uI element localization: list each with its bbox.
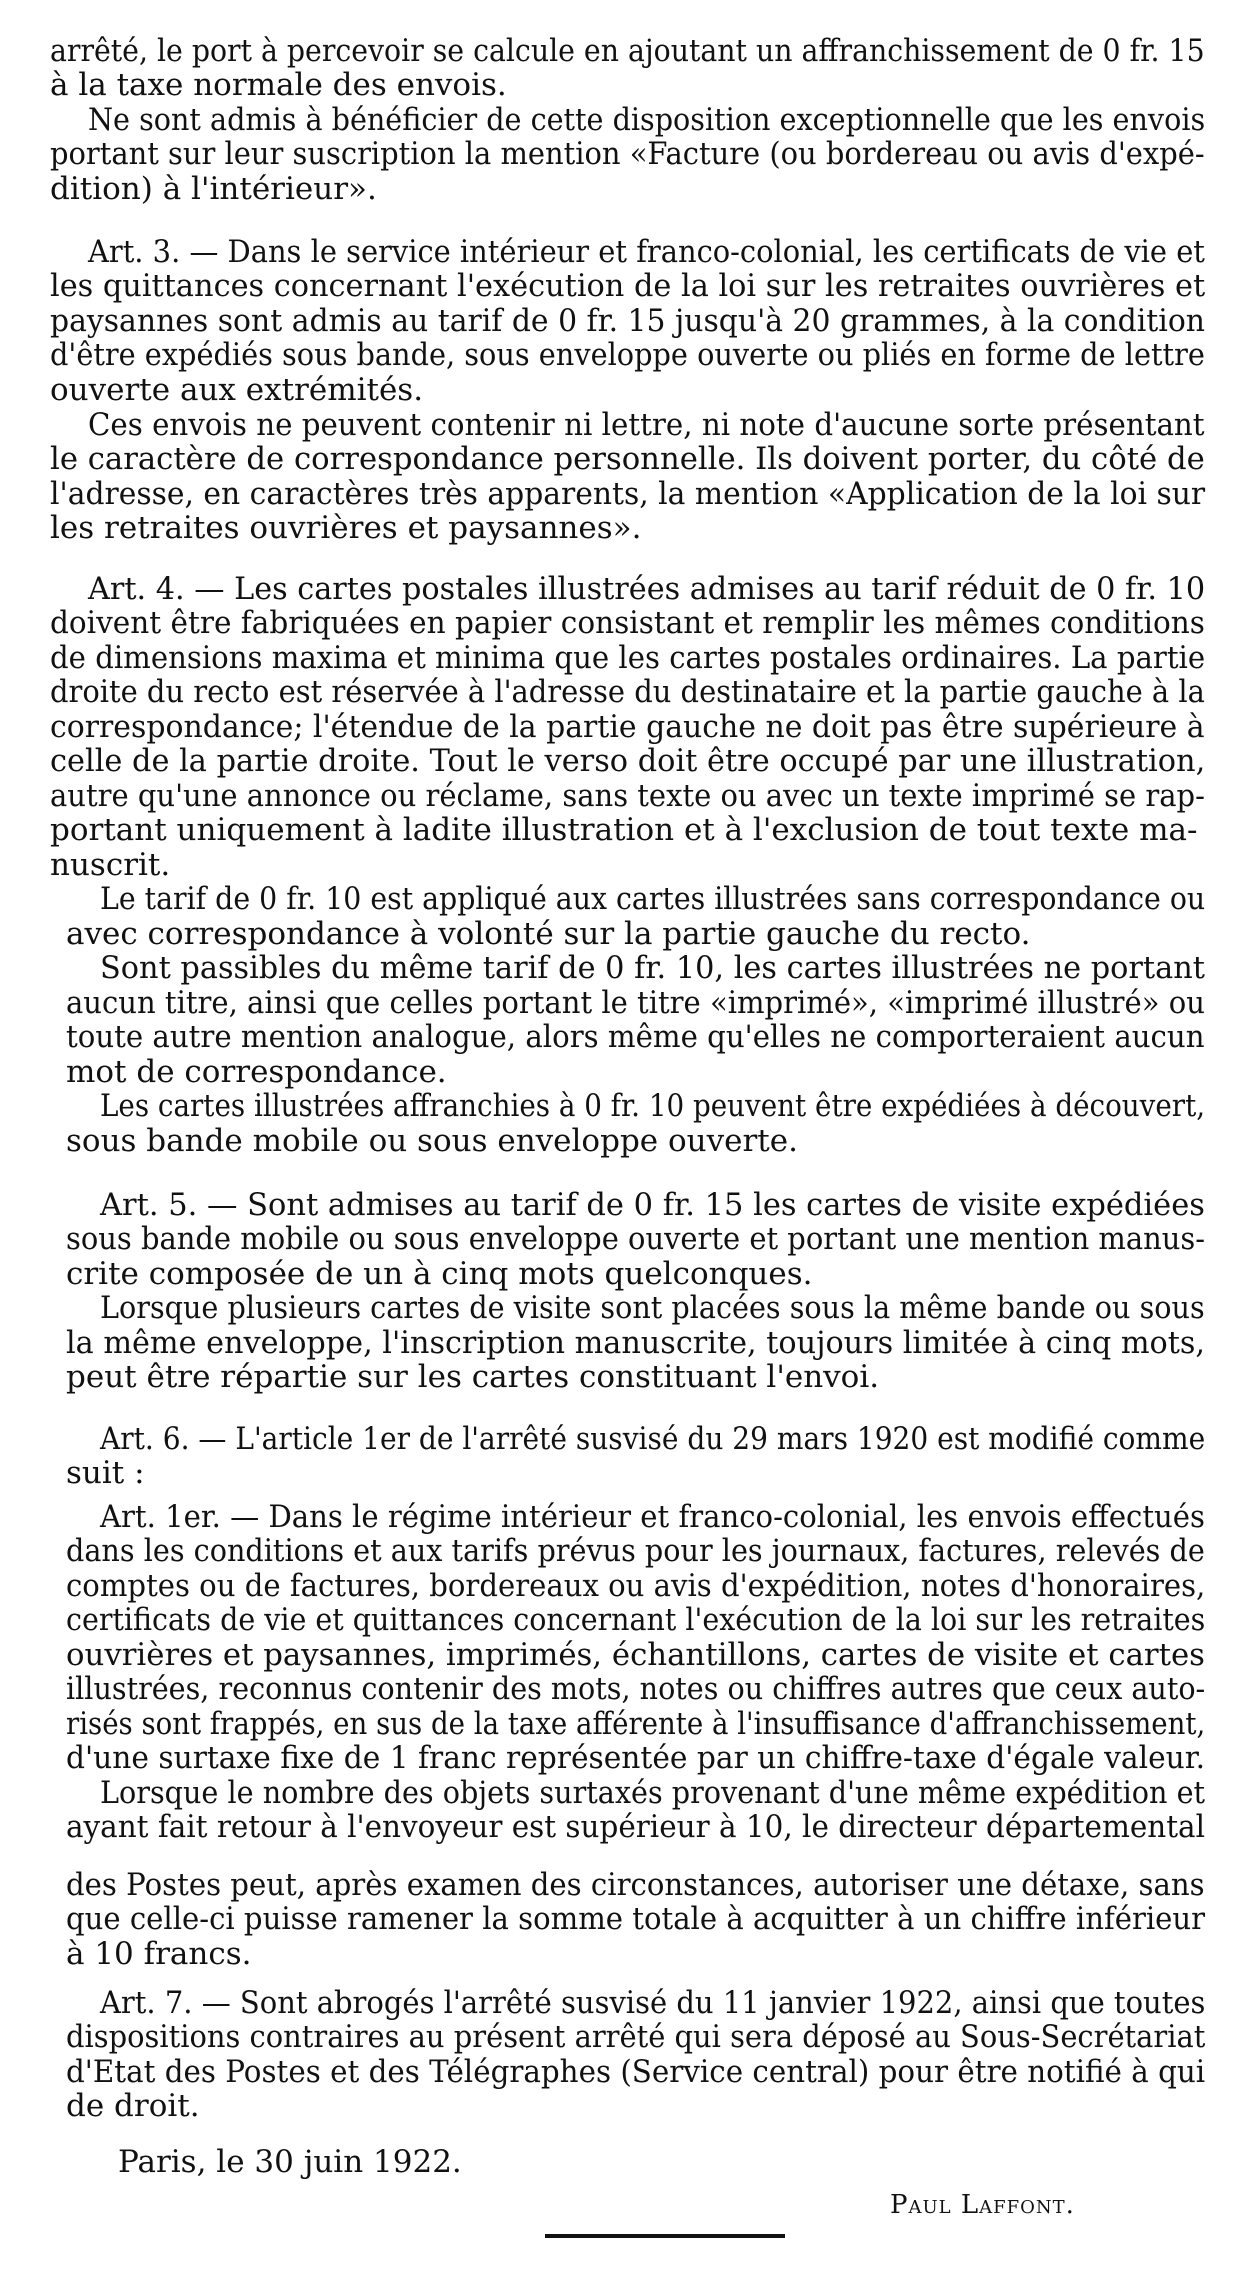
- closing-rule: [545, 2234, 785, 2238]
- text-line: que celle-ci puisse ramener la somme totale à acquitter à un chiffre inférieur: [66, 1901, 1206, 1937]
- text-line: à 10 francs.: [66, 1936, 252, 1972]
- text-line: Sont passibles du même tarif de 0 fr. 10, les cartes illustrées ne portant: [100, 950, 1205, 986]
- text-line: arrêté, le port à percevoir se calcule en ajoutant un affranchissement de 0 fr. 15: [50, 33, 1205, 69]
- text-line: Le tarif de 0 fr. 10 est appliqué aux cartes illustrées sans correspondance ou: [100, 881, 1206, 917]
- text-line: les retraites ouvrières et paysannes».: [50, 510, 642, 546]
- text-line: avec correspondance à volonté sur la partie gauche du recto.: [66, 916, 1031, 952]
- text-line: portant sur leur suscription la mention «Facture (ou bordereau ou avis d'expé-: [50, 136, 1205, 172]
- text-line: l'adresse, en caractères très apparents, la mention «Application de la loi sur: [50, 476, 1206, 512]
- text-line: peut être répartie sur les cartes constituant l'envoi.: [66, 1359, 880, 1395]
- text-line: d'être expédiés sous bande, sous enveloppe ouverte ou pliés en forme de lettre: [50, 337, 1205, 373]
- text-line: dispositions contraires au présent arrêté qui sera déposé au Sous-Secrétariat: [66, 2019, 1206, 2055]
- text-line: mot de correspondance.: [66, 1054, 447, 1090]
- text-line: dans les conditions et aux tarifs prévus pour les journaux, factures, relevés de: [66, 1533, 1205, 1569]
- text-line: la même enveloppe, l'inscription manuscrite, toujours limitée à cinq mots,: [66, 1325, 1206, 1361]
- text-line: certificats de vie et quittances concernant l'exécution de la loi sur les retraites: [66, 1602, 1206, 1638]
- signature-name: Paul Laffont.: [890, 2190, 1075, 2220]
- text-line: Ne sont admis à bénéficier de cette disposition exceptionnelle que les envois: [88, 102, 1206, 138]
- text-line: celle de la partie droite. Tout le verso doit être occupé par une illustration,: [50, 743, 1206, 779]
- text-line: droite du recto est réservée à l'adresse du destinataire et la partie gauche à la: [50, 674, 1205, 710]
- text-line: nuscrit.: [50, 847, 171, 883]
- text-line: de droit.: [66, 2088, 200, 2124]
- article-4-heading: Art. 4. — Les cartes postales illustrées admises au tarif réduit de 0 fr. 10: [88, 571, 1206, 607]
- text-line: illustrées, reconnus contenir des mots, notes ou chiffres autres que ceux auto-: [66, 1671, 1206, 1707]
- text-line: autre qu'une annonce ou réclame, sans texte ou avec un texte imprimé se rap-: [50, 778, 1205, 814]
- date-line: Paris, le 30 juin 1922.: [118, 2144, 462, 2180]
- text-line: ouverte aux extrémités.: [50, 372, 424, 408]
- text-line: Ces envois ne peuvent contenir ni lettre, ni note d'aucune sorte présentant: [88, 407, 1205, 443]
- text-line: Lorsque le nombre des objets surtaxés provenant d'une même expédition et: [100, 1775, 1206, 1811]
- text-line: paysannes sont admis au tarif de 0 fr. 15 jusqu'à 20 grammes, à la condition: [50, 303, 1206, 339]
- text-line: d'une surtaxe fixe de 1 franc représentée par un chiffre-taxe d'égale valeur.: [66, 1740, 1206, 1776]
- text-line: Les cartes illustrées affranchies à 0 fr. 10 peuvent être expédiées à découvert,: [100, 1088, 1206, 1124]
- text-line: ouvrières et paysannes, imprimés, échantillons, cartes de visite et cartes: [66, 1637, 1205, 1673]
- text-line: ayant fait retour à l'envoyeur est supérieur à 10, le directeur départemental: [66, 1809, 1205, 1845]
- text-line: risés sont frappés, en sus de la taxe afférente à l'insuffisance d'affranchissement,: [66, 1706, 1206, 1742]
- text-line: comptes ou de factures, bordereaux ou avis d'expédition, notes d'honoraires,: [66, 1568, 1206, 1604]
- article-7-heading: Art. 7. — Sont abrogés l'arrêté susvisé du 11 janvier 1922, ainsi que toutes: [100, 1985, 1206, 2021]
- text-line: le caractère de correspondance personnelle. Ils doivent porter, du côté de: [50, 441, 1205, 477]
- text-line: doivent être fabriquées en papier consistant et remplir les mêmes conditions: [50, 605, 1205, 641]
- text-line: Lorsque plusieurs cartes de visite sont placées sous la même bande ou sous: [100, 1290, 1205, 1326]
- text-line: des Postes peut, après examen des circonstances, autoriser une détaxe, sans: [66, 1867, 1205, 1903]
- article-3-heading: Art. 3. — Dans le service intérieur et franco-colonial, les certificats de vie et: [88, 234, 1205, 270]
- article-6-heading: Art. 6. — L'article 1er de l'arrêté susvisé du 29 mars 1920 est modifié comme: [100, 1421, 1206, 1457]
- text-line: d'Etat des Postes et des Télégraphes (Service central) pour être notifié à qui: [66, 2054, 1206, 2090]
- text-line: les quittances concernant l'exécution de la loi sur les retraites ouvrières et: [50, 268, 1206, 304]
- text-line: portant uniquement à ladite illustration et à l'exclusion de tout texte ma-: [50, 812, 1198, 848]
- text-line: à la taxe normale des envois.: [50, 67, 507, 103]
- text-line: sous bande mobile ou sous enveloppe ouverte.: [66, 1123, 798, 1159]
- text-line: de dimensions maxima et minima que les cartes postales ordinaires. La partie: [50, 640, 1206, 676]
- text-line: toute autre mention analogue, alors même qu'elles ne comporteraient aucun: [66, 1019, 1205, 1055]
- text-line: crite composée de un à cinq mots quelconques.: [66, 1256, 813, 1292]
- text-line: suit :: [66, 1455, 145, 1491]
- text-line: dition) à l'intérieur».: [50, 171, 377, 207]
- text-line: sous bande mobile ou sous enveloppe ouverte et portant une mention manus-: [66, 1221, 1206, 1257]
- article-5-heading: Art. 5. — Sont admises au tarif de 0 fr. 15 les cartes de visite expédiées: [100, 1187, 1205, 1223]
- quoted-article-1-heading: Art. 1er. — Dans le régime intérieur et franco-colonial, les envois effectués: [100, 1499, 1205, 1535]
- text-line: aucun titre, ainsi que celles portant le titre «imprimé», «imprimé illustré» ou: [66, 985, 1205, 1021]
- text-line: correspondance; l'étendue de la partie gauche ne doit pas être supérieure à: [50, 709, 1205, 745]
